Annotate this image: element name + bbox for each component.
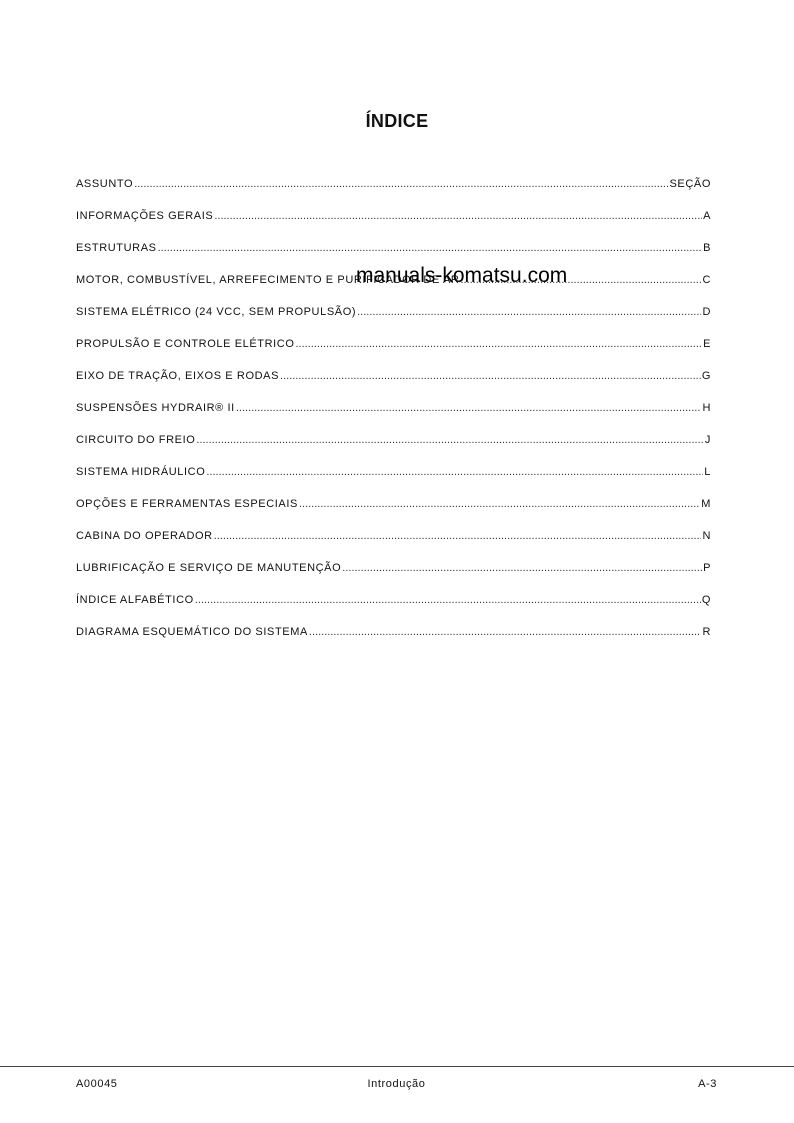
dot-leader bbox=[280, 370, 701, 382]
toc-entry[interactable] bbox=[76, 306, 711, 338]
dot-leader bbox=[296, 338, 703, 350]
toc-entry[interactable] bbox=[76, 562, 711, 594]
dot-leader bbox=[195, 594, 701, 606]
dot-leader bbox=[158, 242, 703, 254]
toc-entry[interactable] bbox=[76, 210, 711, 242]
toc-header-row bbox=[76, 178, 711, 210]
dot-leader bbox=[357, 306, 701, 318]
dot-leader bbox=[236, 402, 702, 414]
page-title: ÍNDICE bbox=[365, 111, 429, 131]
toc-entry[interactable] bbox=[76, 626, 711, 658]
toc-entry-label: EIXO DE TRAÇÃO, EIXOS E RODAS bbox=[76, 370, 280, 382]
toc-entry[interactable] bbox=[76, 498, 711, 530]
dot-leader bbox=[134, 178, 668, 190]
toc-entry-section: D bbox=[702, 306, 711, 318]
toc-entry-label: LUBRIFICAÇÃO E SERVIÇO DE MANUTENÇÃO bbox=[76, 562, 342, 574]
toc-entry-label: ESTRUTURAS bbox=[76, 242, 157, 254]
toc-entry-section: P bbox=[703, 562, 711, 574]
toc-header-section: SEÇÃO bbox=[669, 178, 711, 190]
toc-entry-label: CABINA DO OPERADOR bbox=[76, 530, 213, 542]
footer-chapter: Introdução bbox=[367, 1078, 426, 1090]
toc-entry-section: R bbox=[702, 626, 711, 638]
toc-entry-label: SUSPENSÕES HYDRAIR® II bbox=[76, 402, 235, 414]
toc-entry[interactable] bbox=[76, 530, 711, 562]
toc-entry-section: Q bbox=[701, 594, 711, 606]
dot-leader bbox=[214, 210, 702, 222]
toc-entry-label: INFORMAÇÕES GERAIS bbox=[76, 210, 214, 222]
table-of-contents bbox=[76, 178, 711, 658]
toc-entry-section: L bbox=[704, 466, 711, 478]
toc-entry[interactable] bbox=[76, 466, 711, 498]
toc-entry-section: N bbox=[702, 530, 711, 542]
watermark: manuals-komatsu.com bbox=[356, 264, 568, 287]
toc-entry-label: MOTOR, COMBUSTÍVEL, ARREFECIMENTO E PURIFICADOR DE AR bbox=[76, 274, 460, 286]
toc-entry[interactable] bbox=[76, 594, 711, 626]
toc-entry-section: C bbox=[702, 274, 711, 286]
toc-entry-label: CIRCUITO DO FREIO bbox=[76, 434, 196, 446]
dot-leader bbox=[206, 466, 703, 478]
toc-entry-section: E bbox=[703, 338, 711, 350]
toc-entry-label: SISTEMA ELÉTRICO (24 VCC, SEM PROPULSÃO) bbox=[76, 306, 357, 318]
toc-entry-label: DIAGRAMA ESQUEMÁTICO DO SISTEMA bbox=[76, 626, 308, 638]
toc-entry-section: M bbox=[701, 498, 711, 510]
footer-divider bbox=[0, 1066, 794, 1067]
dot-leader bbox=[309, 626, 702, 638]
toc-entry-section: A bbox=[703, 210, 711, 222]
document-code: A00045 bbox=[76, 1078, 118, 1090]
toc-entry-label: SISTEMA HIDRÁULICO bbox=[76, 466, 206, 478]
toc-entry-label: ÍNDICE ALFABÉTICO bbox=[76, 594, 194, 606]
toc-entry-section: G bbox=[701, 370, 711, 382]
dot-leader bbox=[214, 530, 702, 542]
toc-entry[interactable] bbox=[76, 434, 711, 466]
dot-leader bbox=[342, 562, 702, 574]
toc-entry[interactable] bbox=[76, 402, 711, 434]
toc-entry[interactable] bbox=[76, 370, 711, 402]
dot-leader bbox=[196, 434, 704, 446]
toc-entry-label: OPÇÕES E FERRAMENTAS ESPECIAIS bbox=[76, 498, 298, 510]
toc-entry-label: PROPULSÃO E CONTROLE ELÉTRICO bbox=[76, 338, 295, 350]
toc-entry-section: B bbox=[703, 242, 711, 254]
dot-leader bbox=[299, 498, 700, 510]
toc-header-subject: ASSUNTO bbox=[76, 178, 134, 190]
toc-entry-section: H bbox=[702, 402, 711, 414]
toc-entry-section: J bbox=[704, 434, 711, 446]
toc-entry[interactable] bbox=[76, 338, 711, 370]
page-number: A-3 bbox=[698, 1078, 717, 1090]
